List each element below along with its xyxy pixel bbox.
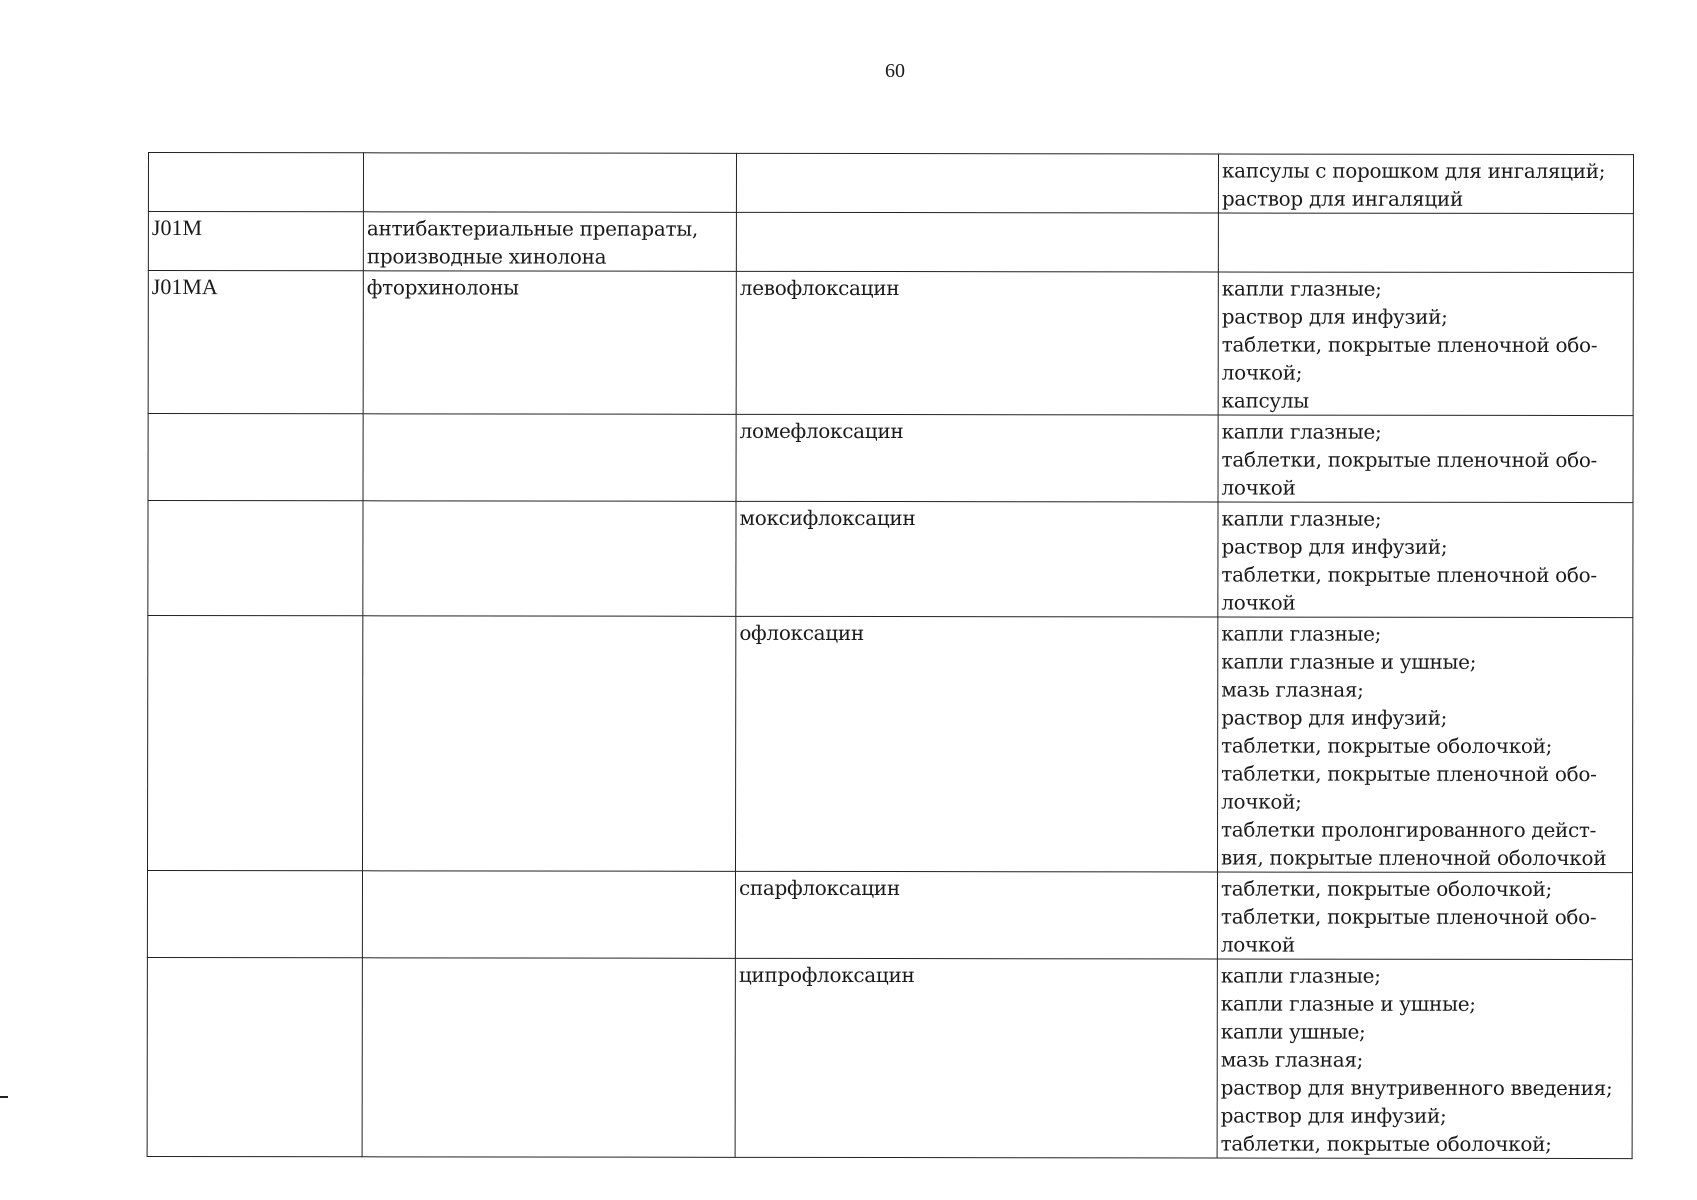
dosage-form-line: таблетки, покрытые пленочной обо-	[1221, 447, 1598, 473]
atc-code-cell: J01MA	[148, 271, 363, 414]
dosage-form-line: таблетки, покрытые пленочной обо-	[1220, 904, 1597, 930]
drug-name-cell	[736, 212, 1218, 272]
dosage-form-line: мазь глазная;	[1220, 1047, 1364, 1072]
table-row	[148, 414, 1633, 503]
table-row	[147, 957, 1632, 1158]
page-number: 60	[885, 60, 905, 82]
drug-name-cell: ломефлоксацин	[736, 414, 1218, 502]
dosage-form-line: раствор для ингаляций	[1221, 186, 1464, 211]
dosage-forms-cell	[1217, 872, 1632, 960]
group-name-cell: антибактериальные препараты, производные хинолона	[363, 212, 736, 272]
atc-code-cell	[148, 501, 363, 616]
dosage-forms-cell	[1218, 272, 1633, 416]
dosage-forms-cell	[1218, 154, 1633, 214]
dosage-form-line: лочкой;	[1221, 360, 1303, 385]
group-name-cell	[362, 871, 735, 959]
drug-name-cell: моксифлоксацин	[736, 501, 1218, 617]
dosage-form-line: таблетки, покрытые пленочной обо-	[1221, 761, 1597, 787]
dosage-form-line: капли глазные и ушные;	[1221, 649, 1477, 674]
dosage-forms-cell	[1217, 959, 1632, 1159]
dosage-form-line: таблетки, покрытые оболочкой;	[1220, 1131, 1552, 1156]
dosage-form-line: капли глазные;	[1220, 963, 1381, 988]
dosage-form-line: раствор для инфузий;	[1221, 304, 1448, 329]
table-row	[148, 212, 1633, 273]
dosage-forms-cell	[1218, 502, 1633, 618]
drug-name-cell: ципрофлоксацин	[735, 958, 1217, 1158]
dosage-form-line: капсулы	[1221, 388, 1309, 413]
group-name-cell	[363, 414, 736, 502]
dosage-form-line: таблетки, покрытые пленочной обо-	[1221, 562, 1597, 588]
atc-code-cell	[147, 616, 362, 871]
group-name-cell	[362, 958, 735, 1158]
drug-name-cell: офлоксацин	[735, 616, 1217, 872]
dosage-form-line: лочкой	[1220, 932, 1295, 957]
group-name-cell	[362, 616, 735, 872]
atc-code-cell	[147, 957, 362, 1156]
dosage-form-line: капли глазные;	[1221, 419, 1382, 444]
dosage-form-line: капли глазные;	[1221, 276, 1382, 301]
table-row	[147, 871, 1632, 960]
dosage-form-line: раствор для внутривенного введения;	[1220, 1075, 1613, 1101]
dosage-form-line: раствор для инфузий;	[1221, 534, 1448, 559]
margin-mark	[0, 1096, 8, 1098]
dosage-form-line: капли глазные;	[1221, 506, 1382, 531]
drug-name-cell: спарфлоксацин	[735, 871, 1217, 959]
table-row	[147, 616, 1632, 873]
dosage-form-line: раствор для инфузий;	[1220, 1103, 1447, 1128]
dosage-forms-cell	[1218, 213, 1633, 273]
group-name-cell	[363, 501, 736, 617]
drug-table	[147, 152, 1634, 1159]
dosage-form-line: лочкой	[1221, 590, 1296, 615]
dosage-form-line: лочкой	[1221, 475, 1296, 500]
table-row	[148, 501, 1633, 618]
dosage-forms-cell	[1217, 617, 1632, 873]
group-name-cell	[363, 153, 736, 213]
dosage-form-line: капли ушные;	[1220, 1019, 1366, 1044]
drug-name-cell	[736, 153, 1218, 213]
dosage-form-line: мазь глазная;	[1221, 677, 1364, 702]
dosage-form-line: капли глазные;	[1221, 621, 1382, 646]
dosage-form-line: таблетки, покрытые оболочкой;	[1221, 733, 1553, 758]
table-row	[148, 153, 1633, 214]
dosage-form-line: таблетки, покрытые пленочной обо-	[1221, 332, 1598, 358]
dosage-form-line: капли глазные и ушные;	[1220, 991, 1476, 1016]
dosage-forms-cell	[1218, 415, 1633, 503]
dosage-form-line: таблетки пролонгированного дейст-	[1221, 817, 1597, 843]
dosage-form-line: лочкой;	[1221, 789, 1302, 814]
atc-code-cell	[148, 153, 363, 212]
atc-code-cell: J01M	[148, 212, 363, 271]
drug-name-cell: левофлоксацин	[736, 271, 1218, 415]
table-row	[148, 271, 1633, 416]
atc-code-cell	[148, 414, 363, 501]
group-name-cell: фторхинолоны	[363, 271, 736, 415]
dosage-form-line: вия, покрытые пленочной оболочкой	[1220, 845, 1607, 871]
dosage-form-line: таблетки, покрытые оболочкой;	[1220, 876, 1552, 901]
atc-code-cell	[147, 871, 362, 958]
dosage-form-line: капсулы с порошком для ингаляций;	[1221, 158, 1606, 184]
dosage-form-line: раствор для инфузий;	[1221, 705, 1448, 730]
